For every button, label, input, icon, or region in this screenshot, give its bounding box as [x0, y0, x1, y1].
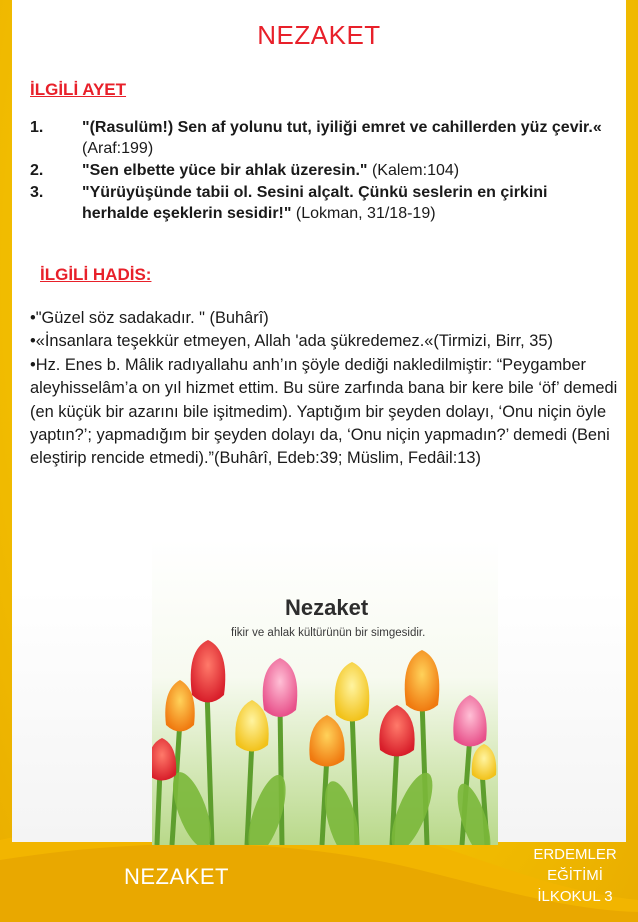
page-title: NEZAKET [257, 20, 381, 50]
ayet-item [30, 117, 610, 159]
hadis-heading: İLGİLİ HADİS: [40, 265, 152, 284]
ayet-source: (Kalem:104) [367, 162, 460, 179]
ayet-quote: "Yürüyüşünde tabii ol. Sesini alçalt. Çünkü seslerin en çirkini herhalde eşeklerin sesidir!" [82, 184, 548, 222]
ayet-quote: "(Rasulüm!) Sen af yolunu tut, iyiliği emret ve cahillerden yüz çevir.« [82, 119, 602, 136]
footer-school [520, 844, 630, 907]
tulip-field-illustration [152, 540, 498, 845]
ayet-item [30, 182, 610, 224]
ayet-quote: "Sen elbette yüce bir ahlak üzeresin." [82, 162, 368, 179]
ayet-item [30, 160, 610, 181]
footer-topic: NEZAKET [124, 864, 229, 889]
footer-school-line: ERDEMLER [533, 846, 617, 863]
picture-subtitle: fikir ve ahlak kültürünün bir simgesidir. [231, 627, 426, 639]
ayet-list [30, 117, 610, 225]
ayet-text [82, 160, 459, 181]
picture-caption [231, 595, 426, 655]
picture-title: Nezaket [285, 595, 369, 620]
ayet-number: 1. [30, 119, 44, 136]
hadis-item: •Hz. Enes b. Mâlik radıyallahu anh’ın şöyle dediği nakledilmiştir: “Peygamber aleyhisselâm’a on yıl hizmet ettim. Bu süre zarfında bana bir kere bile ‘öf’ demedi (en küçük bir azarını bile işitmedim). Yaptığım bir şeyden dolayı, ‘Onu niçin öyle yaptın?’; yapmadığım bir şeyden dolayı da, ‘Onu niçin yapmadın?’ demedi (Beni eleştirip rencide etmedi).”(Buhârî, Edeb:39; Müslim, Fedâil:13) [30, 355, 618, 468]
ayet-heading: İLGİLİ AYET [30, 80, 127, 99]
hadis-item: •"Güzel söz sadakadır. " (Buhârî) [30, 309, 269, 327]
ayet-source: (Lokman, 31/18-19) [291, 205, 436, 222]
ayet-text [82, 117, 610, 159]
tulip-picture [152, 540, 498, 845]
hadis-list [30, 307, 626, 471]
ayet-source: (Araf:199) [82, 140, 154, 157]
footer-school-line: İLKOKUL 3 [537, 888, 613, 905]
ayet-number: 3. [30, 184, 44, 201]
hadis-item: •«İnsanlara teşekkür etmeyen, Allah 'ada şükredemez.«(Tirmizi, Birr, 35) [30, 332, 553, 351]
footer-school-line: EĞİTİMİ [547, 867, 603, 884]
ayet-number: 2. [30, 162, 44, 179]
ayet-text [82, 182, 610, 224]
